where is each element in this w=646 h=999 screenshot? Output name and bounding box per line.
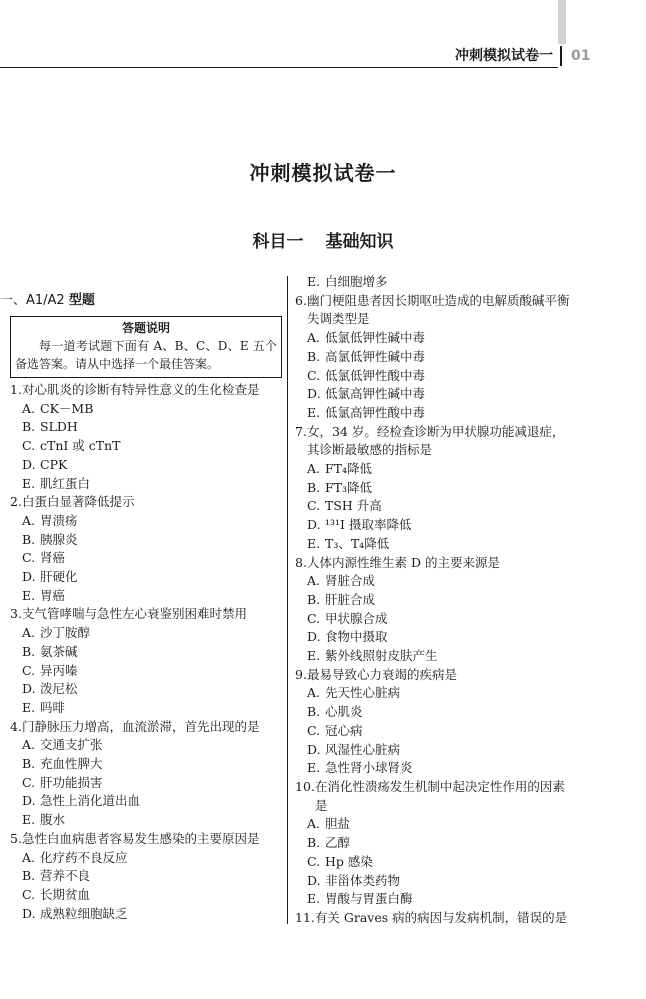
- option: [295, 684, 570, 703]
- right-column: [295, 273, 570, 928]
- option: [10, 905, 282, 924]
- question-stem: [295, 909, 570, 928]
- option-letter: C.: [22, 438, 36, 454]
- question-text: 门静脉压力增高，血流淤滞，首先出现的是: [22, 718, 260, 734]
- option-letter: C.: [307, 610, 321, 626]
- option-letter: A.: [307, 685, 321, 701]
- option-letter: D.: [22, 456, 36, 472]
- option-letter: D.: [307, 629, 321, 645]
- option-text: cTnI 或 cTnT: [40, 438, 121, 454]
- question-stem: [295, 666, 570, 685]
- question-text: 女，34 岁。经检查诊断为甲状腺功能减退症，其诊断最敏感的指标是: [307, 423, 565, 458]
- option: [10, 624, 282, 643]
- left-column: [0, 292, 282, 923]
- option: [295, 853, 570, 872]
- option: [295, 535, 570, 554]
- option-text: 胆盐: [325, 816, 351, 832]
- option: [10, 456, 282, 475]
- question-number: 4.: [10, 718, 22, 734]
- question-stem: [10, 718, 282, 737]
- option-letter: E.: [307, 535, 321, 551]
- option: [10, 643, 282, 662]
- question: [295, 666, 570, 778]
- option: [295, 479, 570, 498]
- option: [10, 568, 282, 587]
- option-letter: C.: [307, 498, 321, 514]
- running-header: [0, 46, 646, 68]
- option-letter: E.: [307, 760, 321, 776]
- option-letter: C.: [307, 367, 321, 383]
- option-letter: B.: [22, 643, 36, 659]
- option-text: 乙醇: [325, 835, 351, 851]
- question-text: 最易导致心力衰竭的疾病是: [307, 666, 458, 682]
- option-text: 肾脏合成: [325, 573, 376, 589]
- option-letter: B.: [307, 479, 321, 495]
- question: [295, 292, 570, 423]
- question-number: 8.: [295, 554, 307, 570]
- option-text: 化疗药不良反应: [40, 849, 128, 865]
- option-text: 肾癌: [40, 550, 66, 566]
- option: [295, 385, 570, 404]
- option: [295, 610, 570, 629]
- option-letter: A.: [307, 461, 321, 477]
- option-letter: C.: [22, 662, 36, 678]
- question-stem: [295, 423, 570, 460]
- question: [10, 718, 282, 830]
- option: [295, 759, 570, 778]
- option-letter: C.: [22, 774, 36, 790]
- option: [10, 662, 282, 681]
- option: [295, 367, 570, 386]
- option-text: 成熟粒细胞缺乏: [40, 905, 128, 921]
- option-text: Hp 感染: [325, 853, 373, 869]
- option-text: CK－MB: [40, 400, 94, 416]
- option-text: 紫外线照射皮肤产生: [325, 648, 438, 664]
- option-letter: A.: [307, 573, 321, 589]
- option: [10, 699, 282, 718]
- option-text: 肝功能损害: [40, 774, 103, 790]
- option: [295, 722, 570, 741]
- option-text: FT₄降低: [325, 461, 373, 477]
- option-letter: D.: [307, 872, 321, 888]
- option-text: 低氯高钾性酸中毒: [325, 404, 426, 420]
- option-letter: B.: [22, 868, 36, 884]
- option: [295, 497, 570, 516]
- option: [10, 531, 282, 550]
- option-text: 肌红蛋白: [40, 475, 91, 491]
- question-text: 对心肌炎的诊断有特异性意义的生化检查是: [22, 382, 260, 397]
- page-title: 冲刺模拟试卷一: [249, 161, 397, 185]
- option-letter: D.: [307, 386, 321, 402]
- option-letter: C.: [307, 722, 321, 738]
- question-number: 2.: [10, 494, 22, 510]
- question-number: 11.: [295, 909, 315, 925]
- option-text: 风湿性心脏病: [325, 741, 401, 757]
- option: [10, 418, 282, 437]
- option-letter: E.: [307, 274, 321, 289]
- option-text: 异丙嗪: [40, 662, 78, 678]
- section-heading: [0, 292, 282, 310]
- option-text: 冠心病: [325, 722, 363, 738]
- option-text: 低氯低钾性碱中毒: [325, 330, 426, 346]
- instructions-title: 答题说明: [121, 321, 170, 335]
- option-letter: A.: [22, 737, 36, 753]
- instructions-text: 每一道考试题下面有 A、B、C、D、E 五个备选答案。请从中选择一个最佳答案。: [15, 339, 277, 371]
- option-letter: B.: [307, 348, 321, 364]
- option: [10, 792, 282, 811]
- option-letter: E.: [22, 699, 36, 715]
- question-text: 白蛋白显著降低提示: [22, 494, 135, 510]
- question-number: 10.: [295, 778, 315, 794]
- option-letter: B.: [307, 835, 321, 851]
- option-text: TSH 升高: [325, 498, 382, 514]
- column-divider: [287, 276, 288, 924]
- question-stem: [10, 605, 282, 624]
- section-suffix: 型题: [68, 293, 95, 308]
- question: [295, 554, 570, 666]
- option-text: 食物中摄取: [325, 629, 388, 645]
- option-text: 低氯低钾性酸中毒: [325, 367, 426, 383]
- option: [10, 587, 282, 606]
- option-letter: E.: [22, 812, 36, 828]
- option: [295, 460, 570, 479]
- option-text: 高氯低钾性碱中毒: [325, 348, 426, 364]
- option-letter: E.: [307, 404, 321, 420]
- option: [10, 867, 282, 886]
- option: [295, 890, 570, 909]
- option: [10, 475, 282, 494]
- option: [10, 811, 282, 830]
- option-text: 甲状腺合成: [325, 610, 388, 626]
- option-letter: E.: [307, 648, 321, 664]
- option-text: 肝脏合成: [325, 591, 376, 607]
- option-text: CPK: [40, 456, 68, 472]
- option: [10, 512, 282, 531]
- option-letter: B.: [307, 591, 321, 607]
- option: [295, 516, 570, 535]
- question-list-right: [295, 292, 570, 928]
- question: [295, 909, 570, 928]
- option-letter: B.: [22, 419, 36, 435]
- option-letter: C.: [22, 550, 36, 566]
- question: [295, 423, 570, 554]
- option: [10, 437, 282, 456]
- question-text: 人体内源性维生素 D 的主要来源是: [307, 554, 500, 570]
- section-prefix: 一、A1/A2: [0, 293, 65, 308]
- option-letter: A.: [307, 330, 321, 346]
- question-stem: [295, 292, 570, 329]
- option: [295, 348, 570, 367]
- option-text: 低氯高钾性碱中毒: [325, 386, 426, 402]
- option: [10, 680, 282, 699]
- question-number: 5.: [10, 830, 22, 846]
- instructions-box: [10, 316, 282, 378]
- option-letter: D.: [307, 517, 321, 533]
- option: [295, 628, 570, 647]
- question-stem: [10, 381, 282, 400]
- option-letter: D.: [22, 681, 36, 697]
- option: [295, 572, 570, 591]
- option-text: 氨茶碱: [40, 643, 78, 659]
- option-letter: C.: [307, 853, 321, 869]
- option-text: T₃、T₄降低: [325, 535, 390, 551]
- option-letter: B.: [22, 531, 36, 547]
- question-stem: [295, 554, 570, 573]
- option-letter: E.: [22, 475, 36, 491]
- option-text: 胰腺炎: [40, 531, 78, 547]
- option-text: 心肌炎: [325, 704, 363, 720]
- option-text: 沙丁胺醇: [40, 625, 91, 641]
- option: [295, 591, 570, 610]
- question-text: 幽门梗阻患者因长期呕吐造成的电解质酸碱平衡失调类型是: [307, 292, 570, 327]
- option-letter: A.: [22, 625, 36, 641]
- option: [10, 774, 282, 793]
- subject-name: 基础知识: [325, 232, 394, 252]
- header-separator: [560, 46, 562, 66]
- option-letter: D.: [22, 905, 36, 921]
- option-text: 非甾体类药物: [325, 872, 401, 888]
- option-text: 胃癌: [40, 587, 66, 603]
- option-letter: B.: [307, 704, 321, 720]
- question-stem: [10, 830, 282, 849]
- page-edge-bar: [558, 0, 566, 44]
- option-text: 胃溃疡: [40, 512, 78, 528]
- option-letter: A.: [22, 512, 36, 528]
- option-letter: D.: [22, 793, 36, 809]
- question-number: 3.: [10, 606, 22, 622]
- question: [295, 778, 570, 909]
- header-rule: [0, 67, 558, 68]
- option-text: 腹水: [40, 812, 66, 828]
- option-text: 充血性脾大: [40, 756, 103, 772]
- option-letter: A.: [307, 816, 321, 832]
- option-text: 急性肾小球肾炎: [325, 760, 413, 776]
- option-text: 先天性心脏病: [325, 685, 401, 701]
- option-text: SLDH: [40, 419, 78, 435]
- question-text: 支气管哮喘与急性左心衰鉴别困难时禁用: [22, 606, 248, 622]
- page-number: 01: [571, 48, 591, 64]
- question-number: 1.: [10, 382, 22, 397]
- option: [295, 273, 570, 292]
- option-letter: E.: [307, 891, 321, 907]
- question-number: 9.: [295, 666, 307, 682]
- question-number: 7.: [295, 423, 307, 439]
- option: [295, 872, 570, 891]
- option: [295, 834, 570, 853]
- option: [10, 886, 282, 905]
- option-text: 交通支扩张: [40, 737, 103, 753]
- option: [10, 549, 282, 568]
- option-text: 肝硬化: [40, 569, 78, 585]
- option: [10, 755, 282, 774]
- question-number: 6.: [295, 292, 307, 308]
- option-text: 营养不良: [40, 868, 91, 884]
- option: [10, 849, 282, 868]
- option: [295, 404, 570, 423]
- question-list-left: [10, 381, 282, 923]
- option-letter: A.: [22, 400, 36, 416]
- option-text: 急性上消化道出血: [40, 793, 141, 809]
- question: [10, 493, 282, 605]
- option: [295, 741, 570, 760]
- option-letter: D.: [307, 741, 321, 757]
- option-text: 长期贫血: [40, 886, 91, 902]
- option: [295, 703, 570, 722]
- option-text: 胃酸与胃蛋白酶: [325, 891, 413, 907]
- option-letter: C.: [22, 886, 36, 902]
- question: [10, 605, 282, 717]
- running-header-title: 冲刺模拟试卷一: [455, 48, 553, 64]
- option-text: 吗啡: [40, 699, 66, 715]
- option-letter: D.: [22, 569, 36, 585]
- option-text: FT₃降低: [325, 479, 373, 495]
- subject-heading: [0, 227, 646, 252]
- option: [295, 329, 570, 348]
- option: [295, 815, 570, 834]
- option-text: 泼尼松: [40, 681, 78, 697]
- continued-option: [295, 273, 570, 292]
- question: [10, 830, 282, 924]
- option-text: ¹³¹I 摄取率降低: [325, 517, 412, 533]
- question-text: 在消化性溃疡发生机制中起决定性作用的因素是: [314, 778, 565, 813]
- subject-label: 科目一: [252, 232, 304, 252]
- question-stem: [10, 493, 282, 512]
- question-text: 急性白血病患者容易发生感染的主要原因是: [22, 830, 260, 846]
- question-text: 有关 Graves 病的病因与发病机制，错误的是: [314, 909, 568, 925]
- option-letter: A.: [22, 849, 36, 865]
- option-letter: B.: [22, 756, 36, 772]
- option: [10, 736, 282, 755]
- option: [295, 647, 570, 666]
- option-text: 白细胞增多: [325, 274, 388, 289]
- question-stem: [295, 778, 570, 815]
- option-letter: E.: [22, 587, 36, 603]
- question: [10, 381, 282, 493]
- option: [10, 400, 282, 419]
